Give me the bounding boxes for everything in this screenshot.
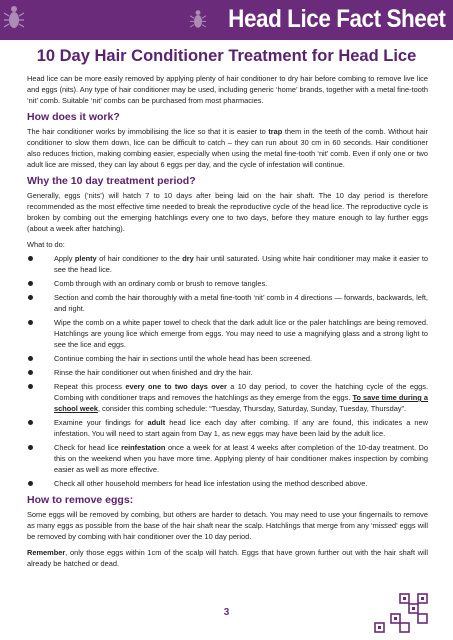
intro-paragraph: Head lice can be more easily removed by applying plenty of hair conditioner to dry hair before combing to remove live lice and eggs (nits). Any type of hair conditioner may be used, including generic ‘home’ brands, together with a metal fine-tooth ‘nit’ comb. Suitable ‘nit’ combs can be purchased from most pharmacies. xyxy=(27,74,428,105)
how-it-works-paragraph: The hair conditioner works by immobilising the lice so that it is easier to trap them in the teeth of the comb. Without hair conditioner to slow them down, lice can be difficult to catch – they can run about 30 cm in 60 seconds. Hair conditioner also reduces friction, making combing easier, especially when using the metal fine-tooth ‘nit’ comb. Even if only one or two adult lice are missed, they can lay about 6 eggs per day, and the cycle of infestation will continue. xyxy=(27,127,428,169)
bullet-icon xyxy=(28,320,33,325)
header-title: Head Lice Fact Sheet xyxy=(227,5,445,33)
list-item: Apply plenty of hair conditioner to the dry hair until saturated. Using white hair conditioner may make it easier to see the head lice. xyxy=(27,253,428,275)
bullet-icon xyxy=(28,281,33,286)
list-item: Rinse the hair conditioner out when finished and dry the hair. xyxy=(27,367,428,378)
page-number: 3 xyxy=(223,607,230,618)
louse-icon xyxy=(190,8,206,30)
list-item: Continue combing the hair in sections until the whole head has been screened. xyxy=(27,353,428,364)
section-heading-why-10-days: Why the 10 day treatment period? xyxy=(27,175,196,187)
bullet-icon xyxy=(28,256,33,261)
page-title: 10 Day Hair Conditioner Treatment for Head Lice xyxy=(36,47,417,65)
bullet-icon xyxy=(28,420,33,425)
list-item: Wipe the comb on a white paper towel to check that the dark adult lice or the paler hatchlings are being removed. Hatchlings are young lice which emerge from eggs. You may need to use a magnifying glass and a strong light to see the lice and eggs. xyxy=(27,317,428,350)
list-item: Section and comb the hair thoroughly with a metal fine-tooth ‘nit’ comb in 4 directions — forwards, backwards, left, and right. xyxy=(27,292,428,314)
bullet-icon xyxy=(28,295,33,300)
header-banner xyxy=(0,0,453,40)
bullet-icon xyxy=(28,445,33,450)
list-item: Check all other household members for head lice infestation using the method described above. xyxy=(27,478,428,489)
bullet-icon xyxy=(28,384,33,389)
bullet-icon xyxy=(28,356,33,361)
section-heading-how-it-works: How does it work? xyxy=(27,111,120,123)
bullet-icon xyxy=(28,481,33,486)
list-item: Check for head lice reinfestation once a week for at least 4 weeks after completion of the 10-day treatment. Do this on the weekend when you have more time. Applying plenty of hair conditioner makes inspection by combing easier as well as more effective. xyxy=(27,442,428,475)
steps-list xyxy=(27,253,428,489)
louse-icon xyxy=(4,4,24,30)
list-item: Repeat this process every one to two days over a 10 day period, to cover the hatching cycle of the eggs. Combing with conditioner traps and removes the hatchlings as they emerge from the eggs. To save time during a school week, consider this combing schedule: “Tuesday, Thursday, Saturday, Sunday, Tuesday, Thursday”. xyxy=(27,381,428,414)
remove-eggs-paragraph: Some eggs will be removed by combing, but others are harder to detach. You may need to use your fingernails to remove as many eggs as possible from the base of the hair shaft near the scalp. Hatchlings that merge from any ‘missed’ eggs will be removed by combing with hair conditioner over the 10 day period. xyxy=(27,510,428,541)
why-10-days-paragraph: Generally, eggs (‘nits’) will hatch 7 to 10 days after being laid on the hair shaft. The 10 day period is therefore recommended as the most effective time needed to break the reproductive cycle of the head lice. The reproductive cycle is broken by combing out the emerging hatchlings every one to two days, before they mature enough to lay further eggs (about a week after hatching). xyxy=(27,191,428,233)
what-to-do-label: What to do: xyxy=(27,240,65,249)
remember-paragraph: Remember, only those eggs within 1cm of the scalp will hatch. Eggs that have grown further out with the hair shaft will already be hatched or dead. xyxy=(27,548,428,568)
list-item: Examine your findings for adult head lice each day after combing. If any are found, this indicates a new infestation. You will need to start again from Day 1, as new eggs may have been laid by the adult lice. xyxy=(27,417,428,439)
bullet-icon xyxy=(28,370,33,375)
document-body xyxy=(27,73,428,574)
square-pattern-logo-icon xyxy=(373,592,437,634)
list-item: Comb through with an ordinary comb or brush to remove tangles. xyxy=(27,278,428,289)
section-heading-remove-eggs: How to remove eggs: xyxy=(27,494,134,506)
